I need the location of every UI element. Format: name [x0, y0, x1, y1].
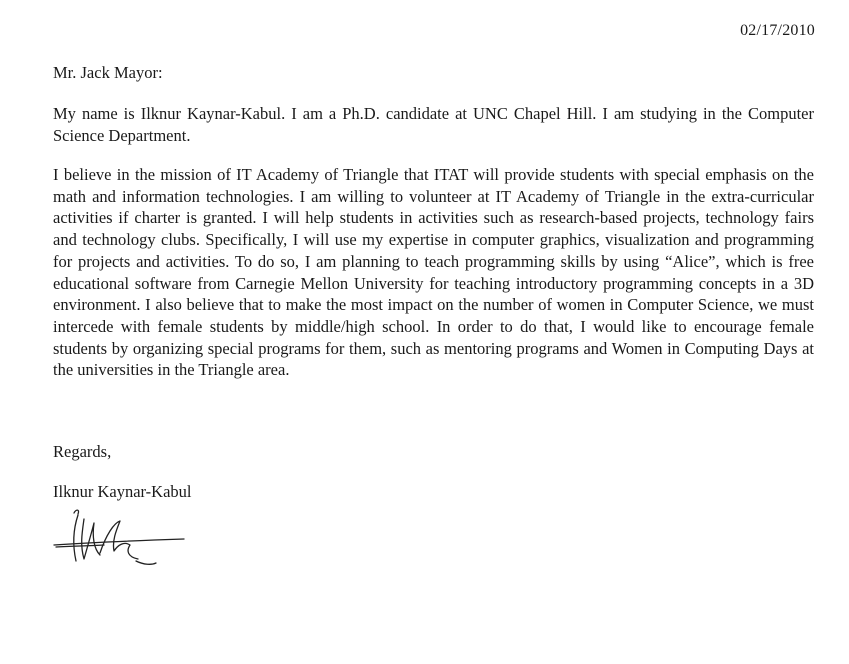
letter-date: 02/17/2010	[740, 22, 815, 39]
handwritten-signature	[44, 505, 194, 575]
signature-scribble	[44, 505, 194, 575]
closing: Regards,	[53, 442, 112, 461]
signer-name: Ilknur Kaynar-Kabul	[53, 482, 192, 501]
salutation: Mr. Jack Mayor:	[53, 63, 163, 82]
paragraph-introduction: My name is Ilknur Kaynar-Kabul. I am a Ph.D. candidate at UNC Chapel Hill. I am studying in the Computer Science Department.	[53, 104, 814, 145]
paragraph-body: I believe in the mission of IT Academy of Triangle that ITAT will provide students with special emphasis on the math and information technologies. I am willing to volunteer at IT Academy of Triangle in the extra-curricular activities if charter is granted. I will help students in activities such as research-based projects, technology fairs and technology clubs. Specifically, I will use my expertise in computer graphics, visualization and programming for projects and activities. To do so, I am planning to teach programming skills by using “Alice”, which is free educational software from Carnegie Mellon University for teaching introductory programming concepts in a 3D environment. I also believe that to make the most impact on the number of women in Computer Science, we must intercede with female students by middle/high school. In order to do that, I would like to encourage female students by organizing special programs for them, such as mentoring programs and Women in Computing Days at the universities in the Triangle area.	[53, 165, 814, 380]
